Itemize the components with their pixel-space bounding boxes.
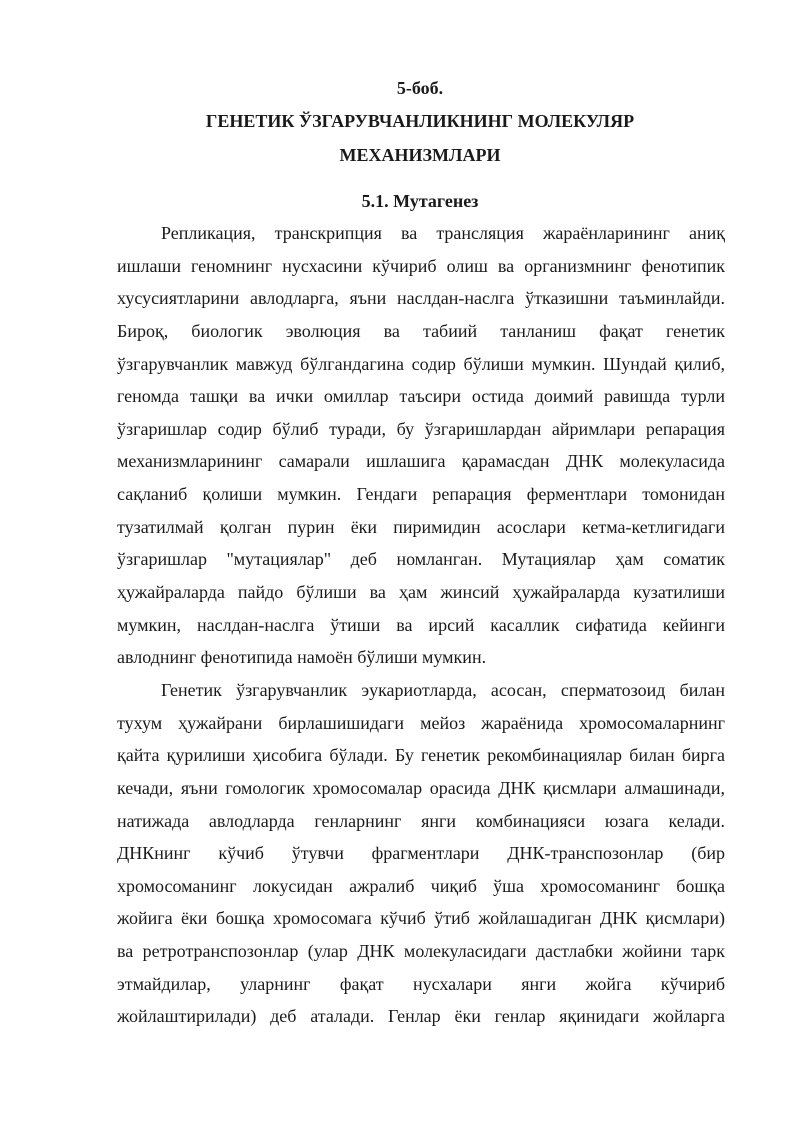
paragraph-line: ДНКнинг кўчиб ўтувчи фрагментлари ДНК-транспозонлар (бир [117,843,725,864]
paragraph-line: тухум ҳужайрани бирлашишидаги мейоз жараёнида хромосомаларнинг [117,712,725,733]
paragraph-line: этмайдилар, уларнинг фақат нусхалари янги жойга кўчириб [117,973,725,994]
paragraph-line: хусусиятларини авлодларга, яъни наслдан-наслга ўтказишни таъминлайди. [117,288,725,309]
chapter-number: 5-боб. [396,78,444,98]
paragraph-line: Генетик ўзгарувчанлик эукариотларда, асосан, сперматозоид билан [161,680,725,700]
paragraph-line: қайта қурилиши ҳисобига бўлади. Бу генетик рекомбинациялар билан бирга [117,745,725,766]
chapter-title-line-2: МЕХАНИЗМЛАРИ [339,145,501,165]
paragraph-line: ўзгарувчанлик мавжуд бўлгандагина содир бўлиши мумкин. Шундай қилиб, [117,353,725,374]
paragraph-line: геномда ташқи ва ички омиллар таъсири остида доимий равишда турли [117,386,725,407]
paragraph-line: ўзгаришлар "мутациялар" деб номланган. Мутациялар ҳам соматик [117,549,725,570]
chapter-title-line-1: ГЕНЕТИК ЎЗГАРУВЧАНЛИКНИНГ МОЛЕКУЛЯР [205,111,635,131]
paragraph-line: Репликация, транскрипция ва трансляция жараёнларининг аниқ [161,223,725,243]
paragraph-2 [117,674,725,1033]
paragraph-1 [117,217,725,674]
paragraph-line: тузатилмай қолган пурин ёки пиримидин асослари кетма-кетлигидаги [117,516,725,537]
paragraph-line: ишлаши геномнинг нусхасини кўчириб олиш ва организмнинг фенотипик [117,255,725,276]
paragraph-line: ҳужайраларда пайдо бўлиши ва ҳам жинсий ҳужайраларда кузатилиши [117,582,725,603]
paragraph-line: жойига ёки бошқа хромосомага кўчиб ўтиб жойлашадиган ДНК қисмлари) [117,908,725,929]
paragraph-line: жойлаштирилади) деб аталади. Генлар ёки генлар яқинидаги жойларга [117,1006,725,1027]
paragraph-line: ва ретротранспозонлар (улар ДНК молекуласидаги дастлабки жойини тарк [117,941,725,962]
paragraph-line: натижада авлодларда генларнинг янги комбинацияси юзага келади. [117,810,725,831]
paragraph-line: ўзгаришлар содир бўлиб туради, бу ўзгаришлардан айримлари репарация [117,418,725,439]
paragraph-line: хромосоманинг локусидан ажралиб чиқиб ўша хромосоманинг бошқа [117,875,725,896]
paragraph-line: мумкин, наслдан-наслга ўтиши ва ирсий касаллик сифатида кейинги [117,614,725,635]
paragraph-line: Бироқ, биологик эволюция ва табиий танланиш фақат генетик [117,320,725,341]
section-title: 5.1. Мутагенез [361,191,479,211]
paragraph-line: авлоднинг фенотипида намоён бўлиши мумкин. [117,647,487,668]
paragraph-line: механизмларининг самарали ишлашига қарамасдан ДНК молекуласида [117,451,725,472]
paragraph-line: сақланиб қолиши мумкин. Гендаги репарация ферментлари томонидан [117,484,725,505]
paragraph-line: кечади, яъни гомологик хромосомалар орасида ДНК қисмлари алмашинади, [117,777,725,798]
